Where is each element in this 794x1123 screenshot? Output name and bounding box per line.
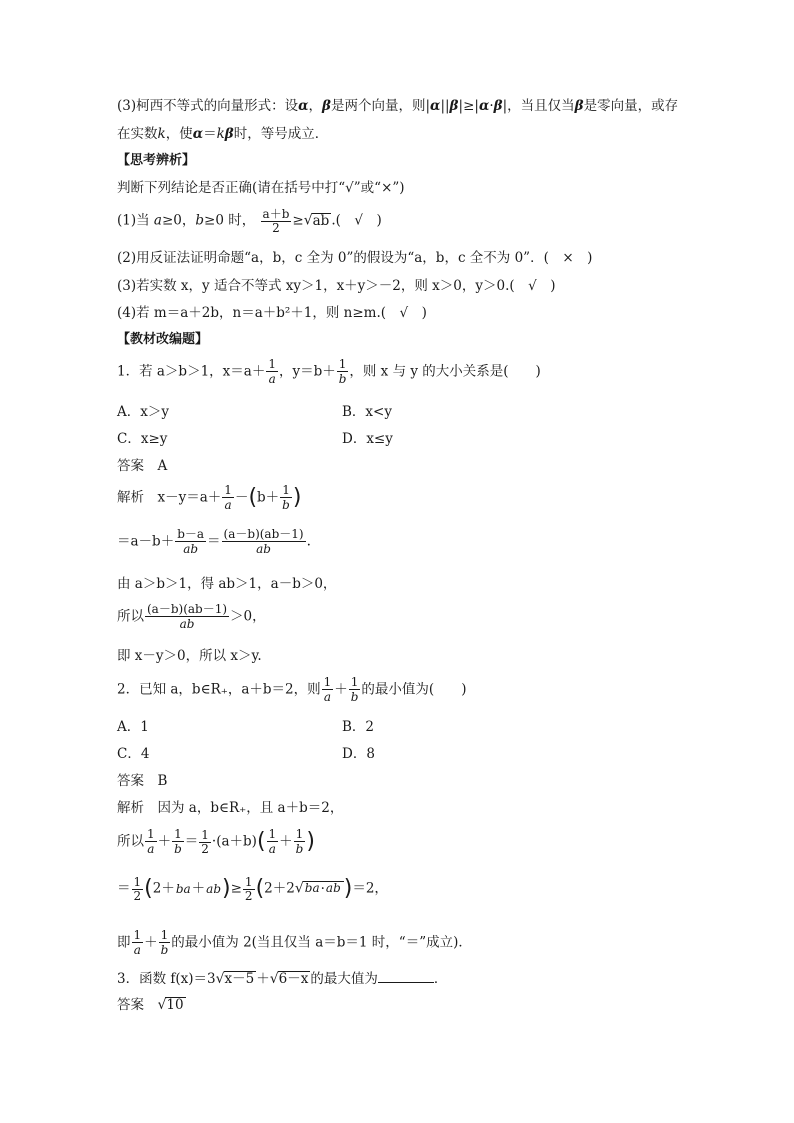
q3-answer: [117, 997, 186, 1014]
q2-option-a: A．1: [117, 719, 149, 735]
numerator: 1: [295, 827, 304, 841]
q1-option-b: B．x<y: [342, 404, 392, 420]
text: |≥|: [458, 98, 479, 114]
paren-right: ): [343, 876, 353, 902]
text: ．: [433, 971, 448, 987]
judge-item-2: (2)用反证法证明命题“a，b，c 全为 0”的假设为“a，b，c 全不为 0”．( × ): [117, 250, 593, 266]
radicand: [303, 881, 344, 898]
numerator: (a－b)(ab－1): [147, 602, 228, 616]
denominator: a: [268, 371, 276, 386]
text: 的最小值为 2(当且仅当 a＝b＝1 时，“＝”成立)．: [171, 934, 472, 951]
denominator: 2: [201, 841, 209, 856]
q2-solution-line-1: 解析 因为 a，b∈R₊，且 a＋b＝2，: [117, 800, 344, 816]
text: ＋: [157, 833, 172, 850]
var: k: [216, 126, 225, 142]
text: 所以: [117, 833, 144, 850]
beta: β: [322, 98, 331, 114]
text: －: [234, 489, 249, 506]
q2-option-c: C．4: [117, 746, 150, 762]
fraction: [349, 676, 361, 704]
var: a: [153, 212, 162, 229]
text: ＝: [117, 880, 131, 897]
numerator: b: [175, 881, 184, 896]
text: 即: [117, 934, 131, 951]
denominator: a: [323, 689, 332, 704]
fraction: [326, 882, 341, 896]
numerator: 1: [338, 357, 347, 371]
text: ，使: [165, 126, 193, 142]
fraction: [305, 882, 320, 896]
numerator: 1: [268, 357, 276, 371]
fraction: [199, 829, 211, 855]
judge-item-4: (4)若 m＝a＋2b，n＝a＋b²＋1，则 n≥m.( √ ): [117, 305, 427, 321]
text: 2．已知 a，b∈R₊，a＋b＝2，则: [117, 681, 321, 698]
text: |，当且仅当: [502, 98, 575, 114]
q1-solution-line-4: [117, 603, 266, 631]
alpha: α: [478, 98, 490, 114]
text: ＝: [184, 833, 199, 850]
q1-solution-line-2: [117, 528, 311, 556]
text: ，则 x 与 y 的大小关系是( ): [349, 363, 541, 380]
question-3: [117, 970, 447, 988]
denominator: 2: [133, 888, 142, 903]
text: ，: [308, 98, 323, 114]
q1-option-c: C．x≥y: [117, 431, 168, 447]
var: b: [195, 212, 205, 229]
text: 时，等号成立．: [233, 126, 329, 142]
numerator: 1: [133, 928, 142, 942]
text: ·: [489, 98, 494, 114]
section-title-judge: 【思考辨析】: [117, 153, 196, 168]
denominator: a: [133, 942, 141, 957]
q2-solution-line-3: [117, 876, 388, 902]
text: 2＋: [152, 880, 175, 897]
fraction: [159, 929, 171, 957]
numerator: a＋b: [262, 207, 290, 221]
denominator: ab: [256, 541, 271, 556]
denominator: b: [174, 841, 182, 856]
text: 答案: [117, 997, 158, 1013]
numerator: b－a: [177, 527, 205, 541]
fraction: [176, 882, 191, 896]
denominator: ab: [183, 541, 199, 556]
text: ||: [440, 98, 450, 114]
paren-right: ): [222, 876, 231, 902]
text: ＝: [203, 126, 217, 142]
numerator: 1: [244, 875, 253, 889]
numerator: 1: [268, 827, 277, 841]
q1-solution-line-1: [117, 484, 301, 512]
judge-item-1: [117, 208, 382, 234]
text: ＝2，: [352, 880, 388, 897]
text: ·: [320, 880, 325, 897]
numerator: 1: [201, 827, 209, 842]
beta: β: [574, 98, 584, 114]
radical-sign-icon: √: [303, 212, 313, 229]
answer-blank: [378, 970, 434, 983]
paren-left: (: [256, 829, 266, 854]
fraction: [132, 929, 144, 957]
text: ＋: [334, 681, 348, 698]
text: 是两个向量，则|: [330, 98, 431, 114]
fraction: [266, 358, 278, 386]
section-title-textbook: 【教材改编题】: [117, 332, 209, 347]
denominator: a: [268, 841, 276, 856]
text: b＋: [257, 489, 280, 506]
fraction: [172, 828, 184, 856]
var: k: [157, 126, 166, 142]
text: ≥: [292, 212, 304, 229]
text: 的最大值为: [310, 971, 378, 987]
fraction: [145, 828, 157, 856]
text: ·(a＋b): [211, 833, 257, 850]
text: ，y＝b＋: [278, 363, 336, 380]
radicand: x－5: [224, 971, 255, 987]
denominator: a: [147, 841, 155, 856]
q1-solution-line-5: 即 x－y＞0，所以 x＞y.: [117, 648, 262, 664]
q1-option-d: D．x≤y: [342, 431, 393, 447]
text: 是零向量，或存: [583, 98, 679, 114]
fraction: [322, 676, 334, 704]
denominator: b: [350, 689, 359, 704]
radical-sign-icon: √: [215, 971, 225, 987]
text: ＋: [256, 971, 270, 987]
paren-right: ): [306, 829, 315, 854]
denominator: b: [333, 881, 341, 896]
fraction: [222, 484, 234, 512]
text: 1．若 a＞b＞1，x＝a＋: [117, 363, 266, 380]
q2-solution-line-4: [117, 929, 472, 957]
text: .( √ ): [331, 212, 382, 229]
beta: β: [493, 98, 503, 114]
q2-option-d: D．8: [342, 746, 375, 762]
fraction: [261, 208, 292, 234]
numerator: a: [206, 881, 214, 896]
q1-answer: 答案 A: [117, 458, 168, 474]
radical-sign-icon: √: [294, 880, 304, 897]
numerator: b: [304, 881, 313, 896]
alpha: α: [298, 98, 309, 114]
fraction: [243, 876, 255, 902]
intro-line-1: [117, 98, 678, 114]
denominator: b: [338, 371, 347, 386]
text: ≥: [230, 880, 242, 897]
text: 解析 x－y＝a＋: [117, 489, 222, 506]
text: ＞0，: [230, 608, 266, 625]
beta: β: [449, 98, 459, 114]
radicand: 10: [166, 997, 184, 1013]
text: ≥0 时，: [204, 212, 256, 229]
fraction: [337, 358, 349, 386]
radical-sign-icon: √: [157, 997, 167, 1013]
text: ＋: [144, 934, 158, 951]
q1-option-a: A．x＞y: [117, 404, 169, 420]
judge-question: 判断下列结论是否正确(请在括号中打“√”或“×”): [117, 180, 405, 196]
text: 3．函数 f(x)＝3: [117, 971, 216, 987]
alpha: α: [192, 126, 204, 142]
fraction: [267, 828, 279, 856]
fraction: [175, 528, 206, 556]
q2-answer: 答案 B: [117, 773, 168, 789]
fraction: [294, 828, 306, 856]
alpha: α: [430, 98, 441, 114]
text: 的最小值为( ): [361, 681, 467, 698]
text: ＝: [207, 533, 221, 550]
denominator: ab: [179, 616, 195, 631]
numerator: 1: [224, 483, 232, 497]
q2-option-b: B．2: [342, 719, 375, 735]
question-1: [117, 358, 541, 386]
radical-sign-icon: √: [269, 971, 279, 987]
denominator: b: [160, 942, 169, 957]
text: (3)柯西不等式的向量形式：设: [117, 98, 299, 114]
denominator: b: [213, 881, 222, 896]
numerator: a: [325, 881, 334, 896]
paren-right: ): [292, 485, 302, 510]
denominator: a: [224, 497, 232, 512]
numerator: 1: [174, 827, 182, 841]
numerator: 1: [147, 827, 155, 841]
paren-left: (: [255, 876, 265, 902]
denominator: 2: [244, 888, 253, 903]
fraction: [222, 528, 306, 556]
fraction: [206, 882, 221, 896]
text: ＝a－b＋: [117, 533, 175, 550]
question-2: [117, 676, 466, 704]
numerator: 1: [323, 675, 332, 689]
beta: β: [224, 126, 234, 142]
numerator: 1: [160, 928, 169, 942]
text: ＋: [191, 880, 206, 897]
text: 2＋2: [264, 880, 295, 897]
paren-left: (: [248, 485, 258, 510]
numerator: 1: [282, 483, 290, 497]
radicand: ab: [312, 212, 330, 229]
paren-left: (: [144, 876, 153, 902]
denominator: 2: [272, 220, 280, 235]
text: ＋: [279, 833, 293, 850]
fraction: [145, 603, 229, 631]
q1-solution-line-3: 由 a＞b＞1，得 ab＞1，a－b＞0，: [117, 576, 337, 592]
text: ≥0，: [161, 212, 196, 229]
text: 在实数: [117, 126, 158, 142]
denominator: b: [282, 497, 290, 512]
text: 所以: [117, 608, 144, 625]
fraction: [280, 484, 292, 512]
numerator: 1: [350, 675, 359, 689]
q2-solution-line-2: [117, 828, 315, 856]
judge-item-3: (3)若实数 x，y 适合不等式 xy＞1，x＋y＞－2，则 x＞0，y＞0.( √ ): [117, 278, 556, 294]
denominator: b: [295, 841, 304, 856]
denominator: a: [312, 881, 320, 896]
numerator: 1: [133, 875, 142, 889]
fraction: [132, 876, 144, 902]
intro-line-2: [117, 126, 328, 142]
denominator: a: [183, 881, 191, 896]
numerator: (a－b)(ab－1): [223, 527, 304, 541]
text: .: [306, 533, 311, 550]
text: (1)当: [117, 212, 154, 229]
radicand: 6－x: [278, 971, 309, 987]
